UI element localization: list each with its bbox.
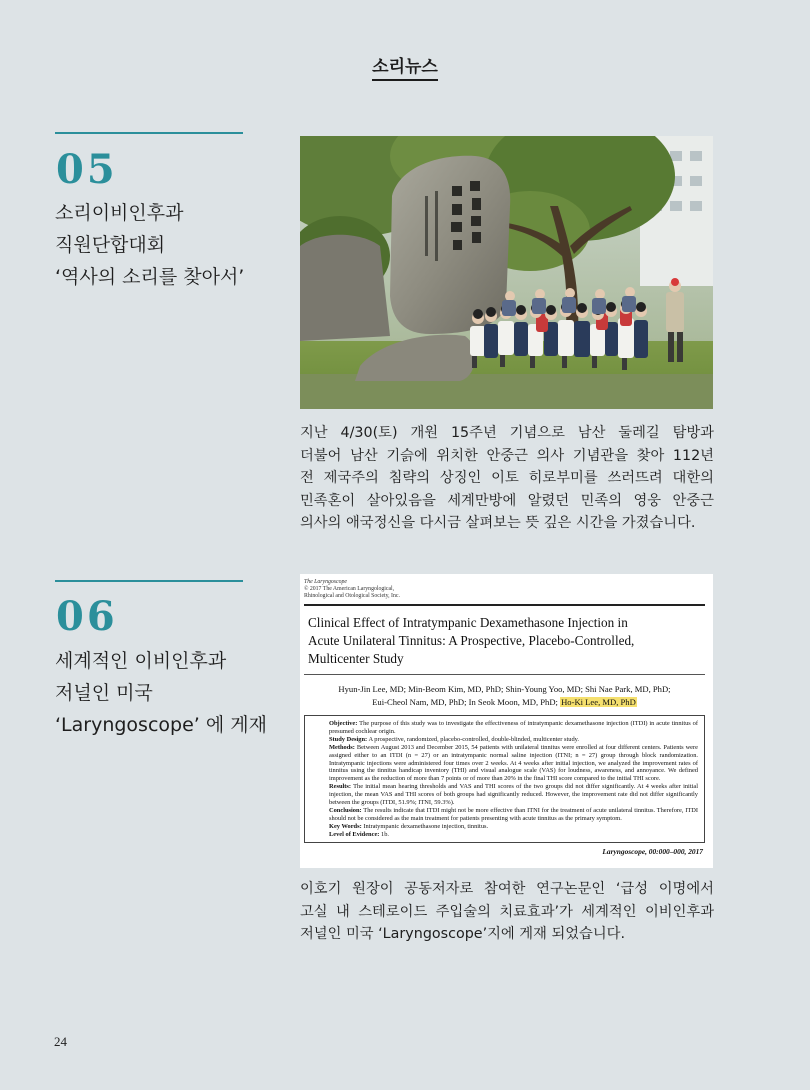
abstract-text: Between August 2013 and December 2015, 54 patients with unilateral tinnitus were enrolled at four different centers. Patients were assigned either to an ITDI (n = 27) or an intratympanic normal saline injection (ITNI; n = 27) group through block randomization. Intratympanic injections were administered four times over 2 weeks. At 4 weeks after initial injection, we analyzed the improvement rates of tinnitus using the tinnitus handicap inventory (THI) and visual analogue scale (VAS) for loudness, awareness, and annoyance. We defined improvement as the reduction of more than 7 points or of more than 20% in the final THI score compared to the initial THI score. — [329, 743, 698, 783]
abstract-text: The results indicate that ITDI might not be more effective than ITNI for the treatment of acute unilateral tinnitus. Therefore, ITDI should not be considered as the main treatment for patients presenting with acute tinnitus as the primary symptom. — [329, 806, 699, 822]
journal-society-line: © 2017 The American Laryngological, — [304, 586, 395, 592]
abstract-text: 1b. — [381, 830, 390, 838]
section-06-heading — [55, 645, 285, 741]
paper-title — [308, 614, 705, 668]
section-05-heading-line: ‘역사의 소리를 찾아서’ — [55, 266, 245, 288]
abstract-text: The purpose of this study was to investigate the effectiveness of intratympanic dexamethasone injection (ITDI) in acute tinnitus of presumed cochlear origin. — [329, 720, 698, 735]
section-06-body-line: 저널인 미국 ‘Laryngoscope’지에 게재 되었습니다. — [300, 926, 626, 942]
section-05-body-line: 지난 4/30(토) 개원 15주년 기념으로 남산 둘레길 탐방과 — [300, 425, 714, 441]
abstract-label: Key Words: — [329, 822, 362, 830]
abstract-label: Level of Evidence: — [329, 830, 380, 838]
section-05-body — [300, 422, 714, 535]
abstract-conclusion — [311, 807, 698, 823]
abstract-text: A prospective, randomized, placebo-controlled, double-blinded, multicenter study. — [368, 735, 580, 743]
abstract-box — [304, 715, 705, 843]
authors-line — [304, 696, 705, 709]
authors-line: Hyun-Jin Lee, MD; Min-Beom Kim, MD, PhD; Shin-Young Yoo, MD; Shi Nae Park, MD, PhD; — [338, 684, 671, 694]
section-06-body — [300, 878, 714, 946]
section-05-body-line: 민족혼이 살아있음을 세계만방에 알렸던 민족의 영웅 안중근 — [300, 492, 714, 509]
section-05-heading-line: 직원단합대회 — [55, 234, 166, 256]
abstract-text: Intratympanic dexamethasone injection, tinnitus. — [363, 822, 489, 830]
section-05-rule — [55, 132, 243, 134]
abstract-label: Methods: — [329, 743, 355, 751]
paper-title-line: Clinical Effect of Intratympanic Dexamethasone Injection in — [308, 615, 628, 630]
abstract-label: Conclusion: — [329, 806, 362, 814]
section-06-heading-line: ‘Laryngoscope’ 에 게재 — [55, 714, 267, 736]
abstract-label: Study Design: — [329, 735, 368, 743]
abstract-text: The initial mean hearing thresholds and VAS and THI scores of the two groups did not differ significantly. At 4 weeks after initial injection, the mean VAS and THI scores of both groups had significantly reduced. However, the improvement rate did not differ significantly between the groups (ITDI, 51.9%; ITNI, 59.3%). — [329, 783, 698, 807]
group-photo-illustration — [300, 136, 713, 409]
journal-meta — [304, 579, 705, 600]
section-06-body-line: 이호기 원장이 공동저자로 참여한 연구논문인 ‘급성 이명에서 — [300, 881, 714, 897]
section-05-body-line: 의사의 애국정신을 다시금 살펴보는 뜻 깊은 시간을 가졌습니다. — [300, 515, 696, 531]
abstract-keywords — [311, 823, 698, 831]
journal-name: The Laryngoscope — [304, 579, 347, 585]
paper-title-line: Multicenter Study — [308, 651, 404, 666]
section-05-heading — [55, 197, 285, 293]
paper-divider — [304, 674, 705, 675]
paper-citation: Laryngoscope, 00:000–000, 2017 — [602, 846, 703, 856]
abstract-label: Objective: — [329, 720, 358, 727]
authors-line-prefix: Eui-Cheol Nam, MD, PhD; In Seok Moon, MD, PhD; — [372, 697, 558, 707]
abstract-objective — [311, 720, 698, 736]
abstract-label: Results: — [329, 783, 352, 791]
section-06-rule — [55, 580, 243, 582]
paper-title-line: Acute Unilateral Tinnitus: A Prospective, Placebo-Controlled, — [308, 633, 635, 648]
abstract-evidence — [311, 831, 698, 839]
paper-abstract-image — [300, 574, 713, 868]
section-05-body-line: 더불어 남산 기슭에 위치한 안중근 의사 기념관을 찾아 112년 — [300, 447, 714, 464]
header-title: 소리뉴스 — [372, 57, 438, 81]
journal-society-line: Rhinological and Otological Society, Inc. — [304, 593, 400, 599]
section-header — [0, 52, 810, 77]
section-05-heading-line: 소리이비인후과 — [55, 202, 184, 224]
abstract-results — [311, 783, 698, 807]
group-photo — [300, 136, 713, 409]
section-06-body-line: 고실 내 스테로이드 주입술의 치료효과’가 세계적인 이비인후과 — [300, 903, 714, 920]
section-06-heading-line: 저널인 미국 — [55, 682, 153, 704]
section-06-heading-line: 세계적인 이비인후과 — [55, 650, 227, 672]
section-06-number: 06 — [56, 593, 118, 640]
highlighted-author: Ho-Ki Lee, MD, PhD — [561, 697, 636, 707]
section-05-body-line: 전 제국주의 침략의 상징인 이토 히로부미를 쓰러뜨려 대한의 — [300, 470, 714, 486]
section-05-number: 05 — [56, 146, 118, 193]
abstract-design — [311, 736, 698, 744]
paper-authors — [304, 683, 705, 709]
abstract-methods — [311, 744, 698, 784]
page-number: 24 — [54, 1034, 67, 1049]
paper-divider — [304, 604, 705, 606]
